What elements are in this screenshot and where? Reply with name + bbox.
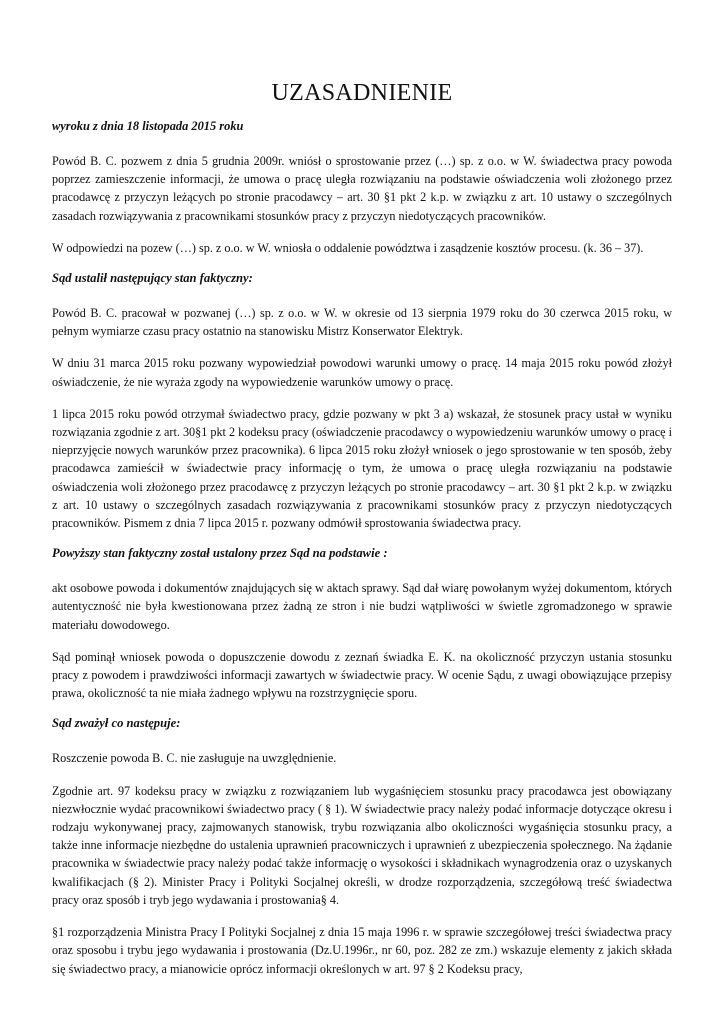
intro-paragraph-2: W odpowiedzi na pozew (…) sp. z o.o. w W. wniosła o oddalenie powództwa i zasądzenie kosztów procesu. (k. 36 – 37). <box>52 240 644 255</box>
reasoning-paragraph-2: Zgodnie art. 97 kodeksu pracy w związku z rozwiązaniem lub wygaśnięciem stosunku pracy pracodawca jest obowiązany niezwłocznie wydać pracownikowi świadectwo pracy ( § 1). W świadectwie pracy należy podać informacje dotyczące okresu i rodzaju wykonywanej pracy, zajmowanych stanowisk, trybu rozwiązania albo okoliczności wygaśnięcia stosunku pracy, a także inne informacje niezbędne do ustalenia uprawnień pracowniczych i uprawnień z ubezpieczenia społecznego. Na żądanie pracownika w świadectwie pracy należy podać także informację o wysokości i składnikach wynagrodzenia oraz o uzyskanych kwalifikacjach (§ 2). Minister Pracy i Polityki Socjalnej określi, w drodze rozporządzenia, szczegółową treść świadectwa pracy oraz sposób i tryb jego wydawania i prostowania§ 4. <box>52 783 672 907</box>
facts-paragraph-1: Powód B. C. pracował w pozwanej (…) sp. z o.o. w W. w okresie od 13 sierpnia 1979 roku do 30 czerwca 2015 roku, w pełnym wymiarze czasu pracy ostatnio na stanowisku Mistrz Konserwator Elektryk. <box>52 306 672 339</box>
reasoning-paragraph-1: Roszczenie powoda B. C. nie zasługuje na uwzględnienie. <box>52 751 337 766</box>
reasoning-paragraph-3: §1 rozporządzenia Ministra Pracy I Polityki Socjalnej z dnia 15 maja 1996 r. w sprawie szczegółowej treści świadectwa pracy oraz sposobu i trybu jego wydawania i prostowania (Dz.U.1996r., nr 60, poz. 282 ze zm.) wskazuje elementy z jakich składa się świadectwo pracy, a mianowicie oprócz informacji określonych w art. 97 § 2 Kodeksu pracy, <box>52 925 672 976</box>
document-page <box>52 80 672 992</box>
section-heading-reasoning: Sąd zważył co następuje: <box>52 716 181 731</box>
evidence-paragraph-1: akt osobowe powoda i dokumentów znajdujących się w aktach sprawy. Sąd dał wiarę powołanym wyżej dokumentom, których autentyczność nie była kwestionowana przez żadną ze stron i nie budzi wątpliwości w świetle zgromadzonego w sprawie materiału dowodowego. <box>52 581 672 632</box>
document-title: UZASADNIENIE <box>271 80 453 106</box>
facts-paragraph-3: 1 lipca 2015 roku powód otrzymał świadectwo pracy, gdzie pozwany w pkt 3 a) wskazał, że stosunek pracy ustał w wyniku rozwiązania zgodnie z art. 30§1 pkt 2 kodeksu pracy (oświadczenie pracodawcy o wypowiedzeniu warunków umowy o pracę i nieprzyjęcie nowych warunków przez pracownika). 6 lipca 2015 roku złożył wniosek o jego sprostowanie w ten sposób, żeby pracodawca zamieścił w świadectwie pracy informację o tym, że umowa o pracę uległa rozwiązaniu na podstawie oświadczenia woli złożonego przez pracodawcę z przyczyn leżących po stronie pracodawcy – art. 30 §1 pkt 2 k.p. w związku z art. 10 ustawy o szczególnych zasadach rozwiązywania z pracownikami stosunków pracy z przyczyn niedotyczących pracowników. Pismem z dnia 7 lipca 2015 r. pozwany odmówił sprostowania świadectwa pracy. <box>52 406 672 531</box>
evidence-paragraph-2: Sąd pominął wniosek powoda o dopuszczenie dowodu z zeznań świadka E. K. na okoliczność przyczyn ustania stosunku pracy z powodem i prawdziwości informacji zawartych w świadectwie pracy. W ocenie Sądu, z uwagi obowiązujące przepisy prawa, okoliczność ta nie miała żadnego wpływu na rozstrzygnięcie sporu. <box>52 649 672 701</box>
intro-paragraph-1: Powód B. C. pozwem z dnia 5 grudnia 2009r. wniósł o sprostowanie przez (…) sp. z o.o. w W. świadectwa pracy powoda poprzez zamieszczenie informacji, że umowa o pracę uległa rozwiązaniu na podstawie oświadczenia woli złożonego przez pracodawcę z przyczyn leżących po stronie pracodawcy – art. 30 §1 pkt 2 k.p. w związku z art. 10 ustawy o szczególnych zasadach rozwiązywania z pracownikami stosunków pracy z przyczyn niedotyczących pracowników. <box>52 154 672 223</box>
section-heading-facts: Sąd ustalił następujący stan faktyczny: <box>52 271 253 286</box>
document-subtitle: wyroku z dnia 18 listopada 2015 roku <box>52 119 244 133</box>
facts-paragraph-2: W dniu 31 marca 2015 roku pozwany wypowiedział powodowi warunki umowy o pracę. 14 maja 2015 roku powód złożył oświadczenie, że nie wyraża zgody na wypowiedzenie warunków umowy o pracę. <box>52 356 672 389</box>
section-heading-evidence: Powyższy stan faktyczny został ustalony przez Sąd na podstawie : <box>52 546 388 561</box>
